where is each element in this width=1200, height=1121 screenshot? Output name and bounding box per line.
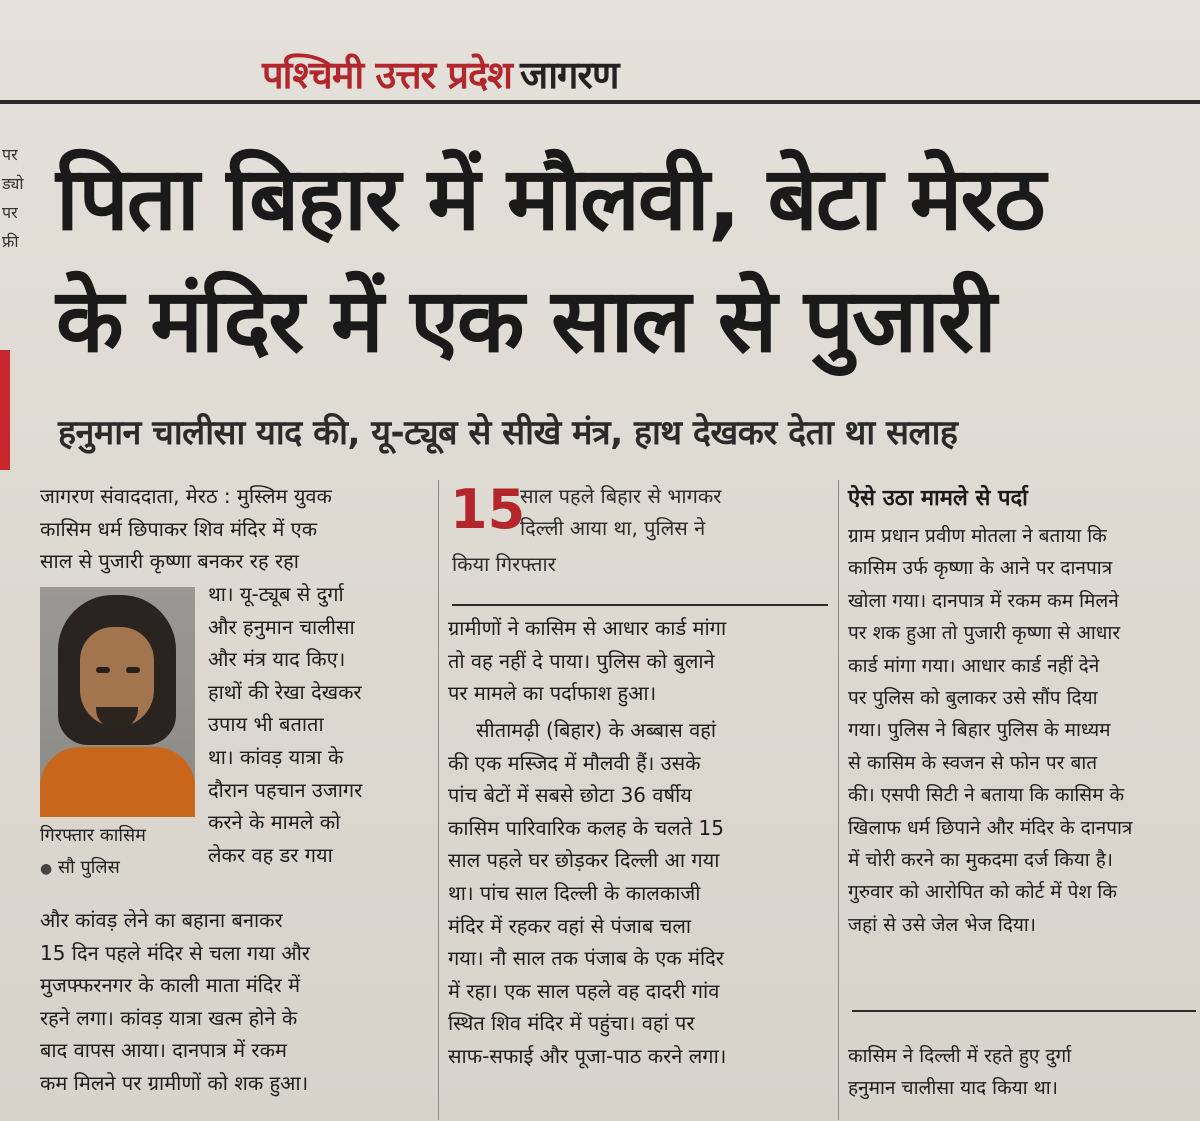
sidebar-bottom-note (848, 1040, 1200, 1105)
left-red-mark (0, 350, 10, 470)
text-line: जागरण संवाददाता, मेरठ : मुस्लिम युवक (40, 484, 332, 508)
column-divider (838, 480, 839, 1120)
text-line: सीतामढ़ी (बिहार) के अब्बास वहां (476, 718, 717, 742)
text-line: की एक मस्जिद में मौलवी हैं। उसके (448, 750, 701, 775)
side-text: फ्री (2, 232, 19, 251)
pull-quote (520, 480, 830, 544)
section-title (262, 48, 618, 100)
text-line: साफ-सफाई और पूजा-पाठ करने लगा। (448, 1043, 727, 1068)
adjacent-column-fragment (0, 140, 30, 256)
text-line: तो वह नहीं दे पाया। पुलिस को बुलाने (448, 648, 715, 673)
column-divider (438, 480, 439, 1120)
side-text: पर (2, 203, 18, 222)
text-line: साल से पुजारी कृष्णा बनकर रह रहा (40, 549, 299, 574)
headline-line: के मंदिर में एक साल से पुजारी (56, 269, 995, 372)
text-line: मुजफ्फरनगर के काली माता मंदिर में (40, 973, 301, 998)
photo-eye (96, 667, 110, 673)
headline (56, 138, 1176, 382)
text-line: कार्ड मांगा गया। आधार कार्ड नहीं देने (848, 654, 1100, 677)
headline-line: पिता बिहार में मौलवी, बेटा मेरठ (56, 147, 1044, 250)
text-line: साल पहले बिहार से भागकर (520, 484, 722, 508)
section-title-region: पश्चिमी उत्तर प्रदेश (262, 53, 512, 97)
text-line: दिल्ली आया था, पुलिस ने (520, 516, 706, 540)
text-line: करने के मामले को (208, 810, 341, 835)
article-body-col1 (40, 904, 428, 1100)
photo-credit: सौ पुलिस (57, 857, 120, 878)
text-line: गुरुवार को आरोपित को कोर्ट में पेश कि (848, 881, 1117, 904)
text-line: पर शक हुआ तो पुजारी कृष्णा से आधार (848, 622, 1121, 645)
text-line: ग्रामीणों ने कासिम से आधार कार्ड मांगा (448, 616, 727, 640)
text-line: गया। नौ साल तक पंजाब के एक मंदिर (448, 946, 724, 971)
photo-eye (126, 667, 140, 673)
text-line: उपाय भी बताता (208, 712, 324, 737)
photo-shirt (40, 747, 195, 817)
article-body-col2b (448, 714, 828, 1073)
text-line: कासिम पारिवारिक कलह के चलते 15 (448, 815, 724, 840)
text-line: रहने लगा। कांवड़ यात्रा खत्म होने के (40, 1005, 298, 1030)
article-body-col2a (448, 612, 828, 710)
header-rule (0, 100, 1200, 104)
article-intro (40, 480, 428, 578)
pull-quote-end: किया गिरफ्तार (452, 552, 556, 576)
highlight-number: 15 (450, 478, 526, 541)
text-line: था। कांवड़ यात्रा के (208, 744, 344, 769)
text-line: और हनुमान चालीसा (208, 614, 355, 639)
text-line: लेकर वह डर गया (208, 842, 333, 867)
text-line: था। पांच साल दिल्ली के कालकाजी (448, 880, 701, 905)
text-line: और कांवड़ लेने का बहाना बनाकर (40, 908, 283, 932)
sidebar-box-title: ऐसे उठा मामले से पर्दा (848, 486, 1028, 511)
text-line: में रहा। एक साल पहले वह दादरी गांव (448, 978, 720, 1003)
caption-text: गिरफ्तार कासिम (40, 825, 146, 846)
sidebar-box-body (848, 520, 1200, 941)
side-text: पर (2, 145, 18, 164)
article-wrap-text (208, 578, 428, 871)
suspect-photo (40, 587, 195, 817)
text-line: की। एसपी सिटी ने बताया कि कासिम के (848, 784, 1125, 807)
text-line: मंदिर में रहकर वहां से पंजाब चला (448, 913, 692, 938)
text-line: पांच बेटों में सबसे छोटा 36 वर्षीय (448, 783, 692, 808)
text-line: कासिम ने दिल्ली में रहते हुए दुर्गा (848, 1045, 1072, 1067)
text-line: था। यू-ट्यूब से दुर्गा (208, 582, 344, 606)
text-line: ग्राम प्रधान प्रवीण मोतला ने बताया कि (848, 525, 1107, 547)
section-title-brand: जागरण (520, 53, 619, 97)
text-line: स्थित शिव मंदिर में पहुंचा। वहां पर (448, 1011, 695, 1036)
text-line: साल पहले घर छोड़कर दिल्ली आ गया (448, 848, 720, 873)
text-line: कासिम धर्म छिपाकर शिव मंदिर में एक (40, 516, 318, 541)
text-line: पर पुलिस को बुलाकर उसे सौंप दिया (848, 687, 1098, 710)
side-text: ड्यो (2, 174, 24, 193)
text-line: खोला गया। दानपात्र में रकम कम मिलने (848, 589, 1119, 612)
sidebar-rule (852, 1010, 1196, 1012)
text-line: खिलाफ धर्म छिपाने और मंदिर के दानपात्र (848, 816, 1133, 839)
text-line: गया। पुलिस ने बिहार पुलिस के माध्यम (848, 719, 1111, 742)
text-line: पर मामले का पर्दाफाश हुआ। (448, 681, 657, 706)
text-line: में चोरी करने का मुकदमा दर्ज किया है। (848, 849, 1113, 872)
text-line: से कासिम के स्वजन से फोन पर बात (848, 751, 1098, 774)
text-line: दौरान पहचान उजागर (208, 777, 363, 802)
text-line: कम मिलने पर ग्रामीणों को शक हुआ। (40, 1070, 309, 1095)
subheadline: हनुमान चालीसा याद की, यू-ट्यूब से सीखे मंत्र, हाथ देखकर देता था सलाह (58, 413, 958, 453)
text-line: कासिम उर्फ कृष्णा के आने पर दानपात्र (848, 557, 1113, 580)
pull-quote-rule (452, 604, 828, 606)
text-line: और मंत्र याद किए। (208, 647, 346, 672)
photo-caption (40, 820, 200, 885)
bullet-icon: ● (40, 861, 53, 877)
text-line: जहां से उसे जेल भेज दिया। (848, 913, 1036, 936)
text-line: 15 दिन पहले मंदिर से चला गया और (40, 940, 310, 965)
text-line: हनुमान चालीसा याद किया था। (848, 1077, 1058, 1100)
text-line: बाद वापस आया। दानपात्र में रकम (40, 1038, 287, 1063)
text-line: हाथों की रेखा देखकर (208, 679, 362, 704)
